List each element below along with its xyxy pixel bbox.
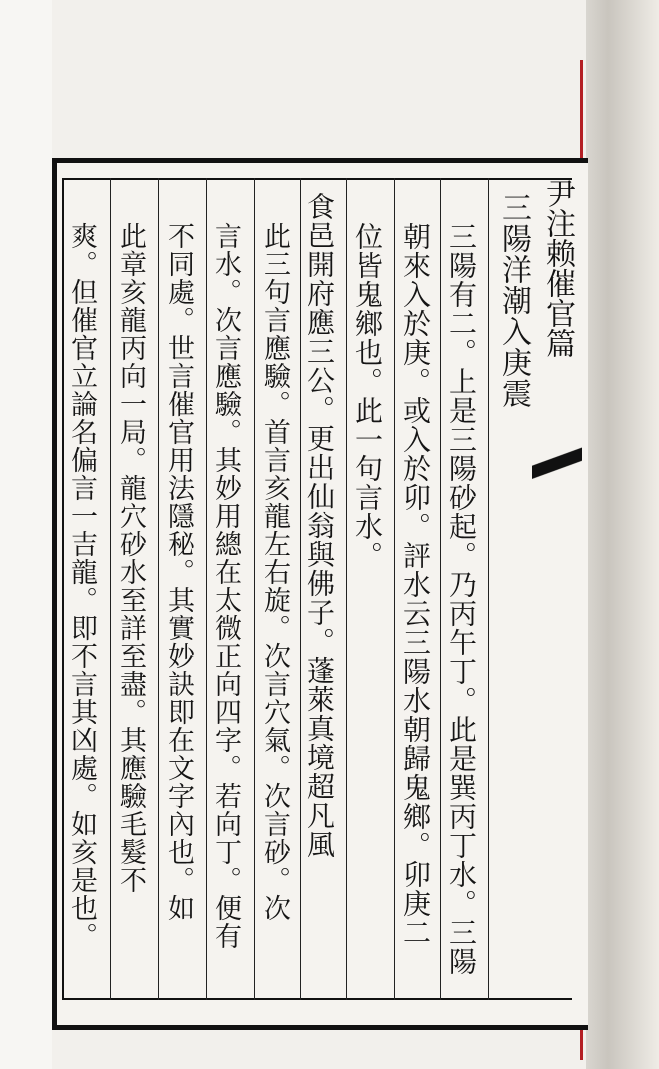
book-binding-edge: [586, 0, 659, 1069]
text-column-10: 爽。但催官立論名偏言一吉龍。即不言其凶處。如亥是也。: [66, 222, 97, 950]
page-left-margin: [0, 0, 52, 1069]
text-column-6: 此三句言應驗。首言亥龍左右旋。次言穴氣。次言砂。次: [259, 222, 290, 922]
text-column-7: 言水。次言應驗。其妙用總在太微正向四字。若向丁。便有: [210, 222, 241, 950]
text-column-1: 三陽洋潮入庚震: [496, 192, 531, 409]
running-title: 尹注赖催官篇: [540, 178, 575, 358]
fishtail-mark: [532, 430, 582, 500]
text-column-3: 朝來入於庚。或入於卯。評水云三陽水朝歸鬼鄉。卯庚二: [399, 222, 432, 947]
text-column-5: 食邑開府應三公。更出仙翁與佛子。蓬萊真境超凡風: [303, 192, 336, 859]
text-column-9: 此章亥龍丙向一局。龍穴砂水至詳至盡。其應驗毛髮不: [115, 222, 146, 894]
text-column-8: 不同處。世言催官用法隱秘。其實妙訣即在文字內也。如: [163, 222, 194, 922]
text-column-2: 三陽有二。上是三陽砂起。乃丙午丁。此是巽丙丁水。三陽: [445, 222, 478, 976]
text-column-4: 位皆鬼鄉也。此一句言水。: [351, 222, 384, 570]
